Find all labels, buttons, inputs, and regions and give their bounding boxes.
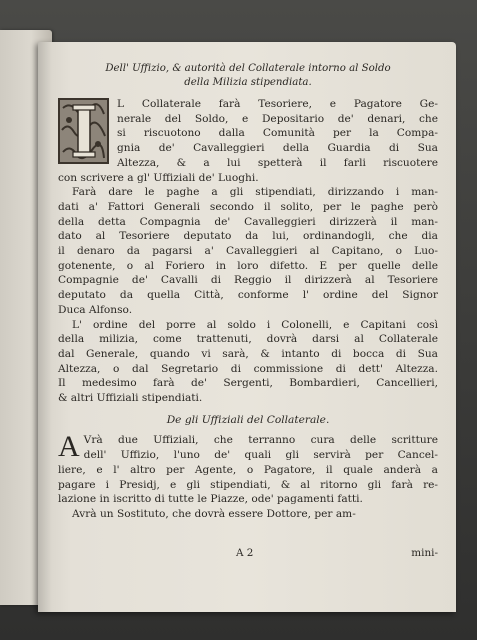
ornamental-initial <box>58 98 109 164</box>
text-line: Avrà un Sostituto, che dovrà essere Dottore, per am- <box>72 507 356 520</box>
text-line: dato al Tesoriere deputato da lui, ordinandogli, che dia <box>58 230 438 243</box>
ornament-icon <box>60 100 107 162</box>
paragraph-1 <box>58 97 438 185</box>
text-line: della detta Compagnia de' Cavalleggieri dirizzerà il man- <box>58 215 438 228</box>
paragraph-4-block <box>58 430 438 507</box>
text-line: il denaro da pagarsi a' Cavalleggieri al Capitano, o Luo- <box>58 245 438 258</box>
paragraph-5 <box>58 507 438 522</box>
text-line: Altezza, o dal Segretario di commissione di dett' Altezza. <box>58 362 438 375</box>
text-line: Altezza, & a lui spetterà il farli riscuotere <box>117 156 438 169</box>
text-line: dell' Uffizio, l'uno de' quali gli servirà per Cancel- <box>83 449 438 462</box>
signature-mark: A 2 <box>236 547 254 559</box>
section-heading <box>58 62 438 89</box>
text-line: & altri Uffiziali stipendiati. <box>58 392 203 405</box>
text-line: della milizia, come trattenuti, dovrà darsi al Collaterale <box>58 333 438 346</box>
text-line: dal Generale, quando vi sarà, & intanto di bocca di Sua <box>58 347 438 360</box>
catchword: mini- <box>411 547 438 559</box>
text-line: pagare i Presidj, e gli stipendiati, & al ritorno gli farà re- <box>58 478 438 491</box>
paragraph-2 <box>58 185 438 317</box>
text-line: liere, e l' altro per Agente, o Pagatore, il quale anderà a <box>58 463 438 476</box>
text-line: Farà dare le paghe a gli stipendiati, dirizzando i man- <box>72 186 438 199</box>
page-text <box>58 62 438 522</box>
text-line: nerale del Soldo, e Depositario de' denari, che <box>117 112 438 125</box>
paragraph-3 <box>58 318 438 406</box>
text-line: Compagnie de' Cavalli di Reggio il dirizzerà al Tesoriere <box>58 274 438 287</box>
subsection-heading: De gli Uffiziali del Collaterale. <box>166 413 330 426</box>
text-line: L' ordine del porre al soldo i Colonelli, e Capitani così <box>72 318 438 331</box>
text-line: con scrivere a gl' Uffiziali de' Luoghi. <box>58 171 259 184</box>
text-line: Duca Alfonso. <box>58 303 133 316</box>
large-initial: A <box>58 430 80 464</box>
text-line: deputato da quella Città, conforme l' ordine del Signor <box>58 289 438 302</box>
text-line: L Collaterale farà Tesoriere, e Pagatore Ge- <box>117 98 438 110</box>
text-line: lazione in iscritto di tutte le Piazze, ode' pagamenti fatti. <box>58 493 363 506</box>
text-line: gotenente, o al Foriero in loro difetto. E per quelle delle <box>58 259 438 272</box>
text-line: dati a' Fattori Generali secondo il solito, per le paghe però <box>58 200 438 213</box>
text-line: si riscuotono dalla Comunità per la Compa- <box>117 127 438 140</box>
paragraph-1-block <box>58 97 438 185</box>
text-line: gnia de' Cavalleggieri della Guardia di Sua <box>117 142 438 155</box>
heading-line-2: della Milizia stipendiata. <box>184 76 312 88</box>
heading-line-1: Dell' Uffizio, & autorità del Collaterale intorno al Soldo <box>105 63 391 74</box>
paragraph-4 <box>58 430 438 507</box>
text-line: Vrà due Uffiziali, che terranno cura delle scritture <box>83 434 438 447</box>
document-page <box>38 42 456 612</box>
text-line: Il medesimo farà de' Sergenti, Bombardieri, Cancellieri, <box>58 377 438 390</box>
